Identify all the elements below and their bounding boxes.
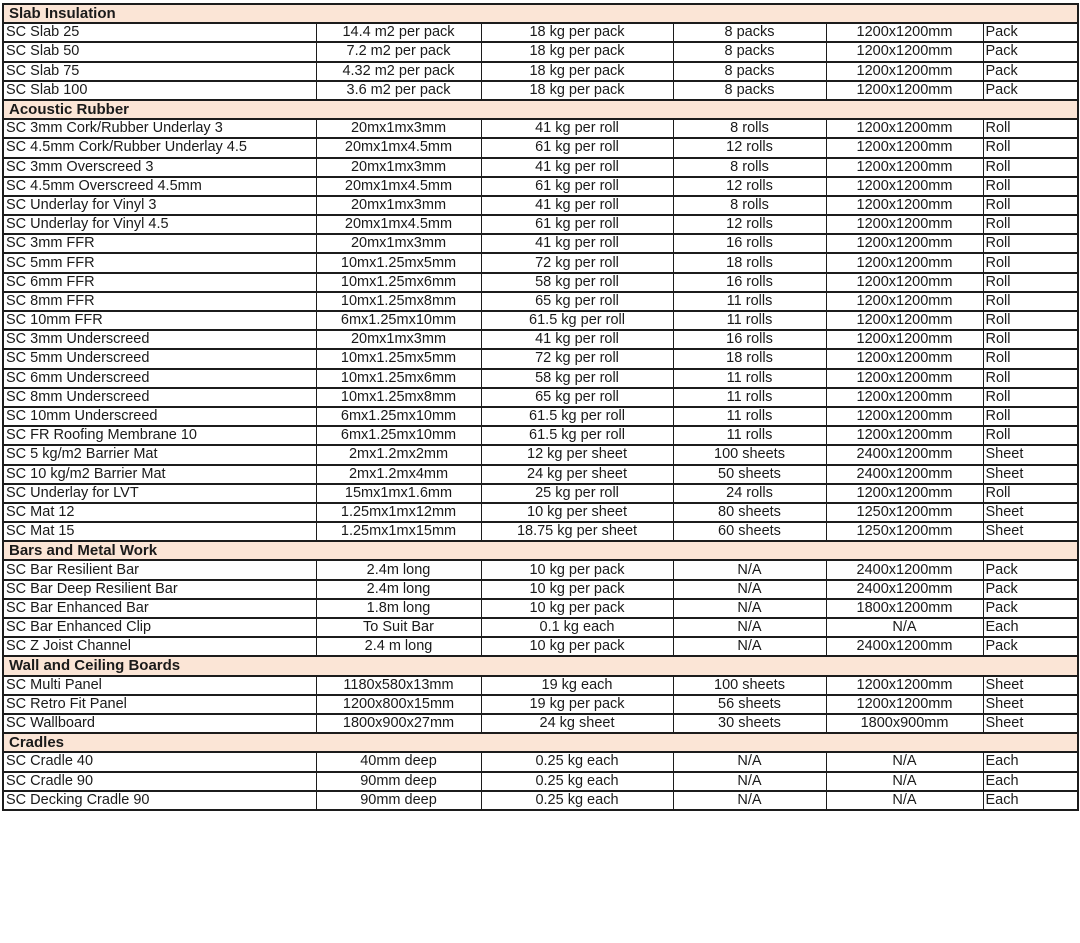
cell-pallet-size: 1200x1200mm (826, 158, 983, 177)
section-title: Cradles (3, 733, 1078, 752)
cell-unit: Roll (983, 215, 1078, 234)
cell-unit: Each (983, 752, 1078, 771)
cell-size: 4.32 m2 per pack (316, 62, 481, 81)
table-row (3, 369, 1078, 388)
cell-weight: 18 kg per pack (481, 42, 673, 61)
section-header-row (3, 656, 1078, 675)
cell-weight: 24 kg sheet (481, 714, 673, 733)
cell-unit: Roll (983, 158, 1078, 177)
document-page (2, 3, 1079, 811)
table-row (3, 119, 1078, 138)
cell-product-name: SC Bar Enhanced Clip (3, 618, 316, 637)
cell-size: 20mx1mx4.5mm (316, 215, 481, 234)
cell-weight: 41 kg per roll (481, 196, 673, 215)
cell-size: 6mx1.25mx10mm (316, 311, 481, 330)
cell-pallet-size: 1200x1200mm (826, 253, 983, 272)
cell-weight: 65 kg per roll (481, 292, 673, 311)
table-row (3, 580, 1078, 599)
cell-quantity: 12 rolls (673, 177, 826, 196)
cell-unit: Each (983, 618, 1078, 637)
cell-product-name: SC 3mm Cork/Rubber Underlay 3 (3, 119, 316, 138)
cell-pallet-size: 1200x1200mm (826, 196, 983, 215)
cell-weight: 41 kg per roll (481, 234, 673, 253)
table-row (3, 349, 1078, 368)
cell-weight: 10 kg per pack (481, 599, 673, 618)
table-row (3, 388, 1078, 407)
cell-size: 10mx1.25mx5mm (316, 349, 481, 368)
cell-weight: 41 kg per roll (481, 330, 673, 349)
cell-weight: 10 kg per sheet (481, 503, 673, 522)
cell-unit: Each (983, 772, 1078, 791)
cell-pallet-size: 1200x1200mm (826, 695, 983, 714)
cell-pallet-size: 1200x1200mm (826, 426, 983, 445)
cell-size: 20mx1mx3mm (316, 330, 481, 349)
cell-size: 2.4 m long (316, 637, 481, 656)
cell-size: 20mx1mx4.5mm (316, 138, 481, 157)
cell-weight: 58 kg per roll (481, 369, 673, 388)
cell-quantity: 8 packs (673, 23, 826, 42)
cell-product-name: SC 6mm FFR (3, 273, 316, 292)
cell-quantity: N/A (673, 580, 826, 599)
cell-weight: 19 kg per pack (481, 695, 673, 714)
cell-size: 20mx1mx3mm (316, 196, 481, 215)
cell-weight: 65 kg per roll (481, 388, 673, 407)
cell-quantity: 11 rolls (673, 388, 826, 407)
cell-size: To Suit Bar (316, 618, 481, 637)
cell-quantity: 11 rolls (673, 292, 826, 311)
cell-size: 1800x900x27mm (316, 714, 481, 733)
cell-quantity: 11 rolls (673, 369, 826, 388)
cell-size: 3.6 m2 per pack (316, 81, 481, 100)
table-row (3, 714, 1078, 733)
cell-product-name: SC 3mm Overscreed 3 (3, 158, 316, 177)
cell-quantity: 8 rolls (673, 196, 826, 215)
table-row (3, 522, 1078, 541)
cell-unit: Sheet (983, 445, 1078, 464)
cell-quantity: N/A (673, 618, 826, 637)
cell-unit: Roll (983, 349, 1078, 368)
cell-product-name: SC Slab 100 (3, 81, 316, 100)
cell-product-name: SC 10 kg/m2 Barrier Mat (3, 465, 316, 484)
cell-product-name: SC 5 kg/m2 Barrier Mat (3, 445, 316, 464)
table-row (3, 599, 1078, 618)
cell-pallet-size: 1200x1200mm (826, 292, 983, 311)
cell-product-name: SC Cradle 90 (3, 772, 316, 791)
cell-pallet-size: 1200x1200mm (826, 484, 983, 503)
cell-quantity: N/A (673, 752, 826, 771)
table-row (3, 23, 1078, 42)
spec-table-body (3, 4, 1078, 810)
table-row (3, 560, 1078, 579)
cell-unit: Roll (983, 388, 1078, 407)
cell-size: 2.4m long (316, 560, 481, 579)
cell-unit: Sheet (983, 695, 1078, 714)
cell-unit: Roll (983, 119, 1078, 138)
cell-pallet-size: 2400x1200mm (826, 637, 983, 656)
cell-product-name: SC 3mm Underscreed (3, 330, 316, 349)
cell-weight: 72 kg per roll (481, 253, 673, 272)
cell-weight: 61.5 kg per roll (481, 311, 673, 330)
cell-quantity: 56 sheets (673, 695, 826, 714)
cell-pallet-size: 1200x1200mm (826, 369, 983, 388)
cell-size: 10mx1.25mx5mm (316, 253, 481, 272)
cell-weight: 41 kg per roll (481, 158, 673, 177)
cell-weight: 61 kg per roll (481, 138, 673, 157)
table-row (3, 465, 1078, 484)
cell-size: 90mm deep (316, 772, 481, 791)
cell-pallet-size: N/A (826, 618, 983, 637)
cell-weight: 10 kg per pack (481, 637, 673, 656)
cell-unit: Roll (983, 234, 1078, 253)
cell-pallet-size: 1200x1200mm (826, 330, 983, 349)
table-row (3, 138, 1078, 157)
cell-product-name: SC 6mm Underscreed (3, 369, 316, 388)
cell-product-name: SC 4.5mm Cork/Rubber Underlay 4.5 (3, 138, 316, 157)
cell-pallet-size: 2400x1200mm (826, 445, 983, 464)
cell-product-name: SC 4.5mm Overscreed 4.5mm (3, 177, 316, 196)
cell-product-name: SC Underlay for Vinyl 3 (3, 196, 316, 215)
cell-quantity: 12 rolls (673, 215, 826, 234)
cell-weight: 19 kg each (481, 676, 673, 695)
cell-unit: Pack (983, 62, 1078, 81)
cell-pallet-size: 1800x1200mm (826, 599, 983, 618)
cell-unit: Roll (983, 330, 1078, 349)
cell-weight: 18 kg per pack (481, 23, 673, 42)
cell-product-name: SC Multi Panel (3, 676, 316, 695)
cell-quantity: 18 rolls (673, 253, 826, 272)
cell-product-name: SC Bar Resilient Bar (3, 560, 316, 579)
cell-size: 90mm deep (316, 791, 481, 810)
table-row (3, 253, 1078, 272)
section-header-row (3, 541, 1078, 560)
cell-weight: 0.25 kg each (481, 791, 673, 810)
cell-quantity: 18 rolls (673, 349, 826, 368)
cell-weight: 25 kg per roll (481, 484, 673, 503)
cell-size: 14.4 m2 per pack (316, 23, 481, 42)
cell-quantity: 24 rolls (673, 484, 826, 503)
cell-size: 6mx1.25mx10mm (316, 426, 481, 445)
cell-quantity: 30 sheets (673, 714, 826, 733)
cell-weight: 61.5 kg per roll (481, 426, 673, 445)
cell-product-name: SC Bar Enhanced Bar (3, 599, 316, 618)
cell-size: 1.25mx1mx15mm (316, 522, 481, 541)
table-row (3, 484, 1078, 503)
cell-pallet-size: 1200x1200mm (826, 215, 983, 234)
cell-weight: 18.75 kg per sheet (481, 522, 673, 541)
section-header-row (3, 4, 1078, 23)
table-row (3, 407, 1078, 426)
table-row (3, 311, 1078, 330)
table-row (3, 42, 1078, 61)
section-header-row (3, 733, 1078, 752)
cell-quantity: 12 rolls (673, 138, 826, 157)
cell-pallet-size: 1200x1200mm (826, 311, 983, 330)
table-row (3, 676, 1078, 695)
cell-quantity: N/A (673, 560, 826, 579)
cell-pallet-size: N/A (826, 752, 983, 771)
cell-unit: Pack (983, 81, 1078, 100)
cell-quantity: 11 rolls (673, 407, 826, 426)
cell-unit: Sheet (983, 714, 1078, 733)
cell-unit: Roll (983, 273, 1078, 292)
section-title: Slab Insulation (3, 4, 1078, 23)
cell-unit: Each (983, 791, 1078, 810)
cell-product-name: SC 5mm FFR (3, 253, 316, 272)
table-row (3, 637, 1078, 656)
cell-pallet-size: 1200x1200mm (826, 42, 983, 61)
cell-size: 1.8m long (316, 599, 481, 618)
section-header-row (3, 100, 1078, 119)
table-row (3, 503, 1078, 522)
table-row (3, 426, 1078, 445)
cell-weight: 41 kg per roll (481, 119, 673, 138)
cell-quantity: 16 rolls (673, 330, 826, 349)
cell-size: 1200x800x15mm (316, 695, 481, 714)
cell-size: 2.4m long (316, 580, 481, 599)
cell-unit: Pack (983, 637, 1078, 656)
cell-size: 20mx1mx3mm (316, 158, 481, 177)
cell-size: 10mx1.25mx6mm (316, 369, 481, 388)
cell-pallet-size: 1200x1200mm (826, 676, 983, 695)
cell-quantity: 100 sheets (673, 676, 826, 695)
cell-pallet-size: 1200x1200mm (826, 388, 983, 407)
cell-weight: 10 kg per pack (481, 560, 673, 579)
cell-product-name: SC Wallboard (3, 714, 316, 733)
cell-weight: 58 kg per roll (481, 273, 673, 292)
cell-unit: Sheet (983, 465, 1078, 484)
cell-weight: 18 kg per pack (481, 62, 673, 81)
table-row (3, 445, 1078, 464)
cell-unit: Roll (983, 138, 1078, 157)
cell-size: 2mx1.2mx4mm (316, 465, 481, 484)
cell-weight: 18 kg per pack (481, 81, 673, 100)
cell-quantity: 60 sheets (673, 522, 826, 541)
cell-unit: Sheet (983, 522, 1078, 541)
section-title: Wall and Ceiling Boards (3, 656, 1078, 675)
cell-product-name: SC 8mm Underscreed (3, 388, 316, 407)
section-title: Acoustic Rubber (3, 100, 1078, 119)
cell-pallet-size: 1200x1200mm (826, 119, 983, 138)
cell-weight: 0.25 kg each (481, 772, 673, 791)
cell-product-name: SC FR Roofing Membrane 10 (3, 426, 316, 445)
cell-unit: Roll (983, 311, 1078, 330)
table-row (3, 62, 1078, 81)
cell-product-name: SC 5mm Underscreed (3, 349, 316, 368)
table-row (3, 791, 1078, 810)
cell-size: 20mx1mx3mm (316, 119, 481, 138)
cell-product-name: SC 10mm FFR (3, 311, 316, 330)
cell-size: 7.2 m2 per pack (316, 42, 481, 61)
cell-pallet-size: 1200x1200mm (826, 273, 983, 292)
cell-product-name: SC Mat 15 (3, 522, 316, 541)
cell-pallet-size: N/A (826, 772, 983, 791)
cell-unit: Sheet (983, 503, 1078, 522)
cell-pallet-size: 1200x1200mm (826, 23, 983, 42)
cell-product-name: SC 3mm FFR (3, 234, 316, 253)
cell-product-name: SC Bar Deep Resilient Bar (3, 580, 316, 599)
table-row (3, 292, 1078, 311)
table-row (3, 215, 1078, 234)
cell-size: 10mx1.25mx8mm (316, 388, 481, 407)
cell-pallet-size: 2400x1200mm (826, 465, 983, 484)
table-row (3, 695, 1078, 714)
table-row (3, 196, 1078, 215)
cell-weight: 10 kg per pack (481, 580, 673, 599)
cell-product-name: SC Decking Cradle 90 (3, 791, 316, 810)
cell-pallet-size: 2400x1200mm (826, 560, 983, 579)
cell-unit: Pack (983, 23, 1078, 42)
cell-product-name: SC Mat 12 (3, 503, 316, 522)
cell-product-name: SC Retro Fit Panel (3, 695, 316, 714)
cell-unit: Roll (983, 484, 1078, 503)
cell-quantity: 50 sheets (673, 465, 826, 484)
cell-product-name: SC Underlay for LVT (3, 484, 316, 503)
cell-pallet-size: 1200x1200mm (826, 349, 983, 368)
cell-quantity: 11 rolls (673, 426, 826, 445)
cell-size: 20mx1mx3mm (316, 234, 481, 253)
cell-unit: Pack (983, 599, 1078, 618)
cell-unit: Roll (983, 292, 1078, 311)
cell-weight: 0.25 kg each (481, 752, 673, 771)
cell-pallet-size: 1200x1200mm (826, 62, 983, 81)
cell-quantity: N/A (673, 791, 826, 810)
product-spec-table (2, 3, 1079, 811)
cell-size: 6mx1.25mx10mm (316, 407, 481, 426)
cell-quantity: 8 packs (673, 81, 826, 100)
table-row (3, 772, 1078, 791)
cell-unit: Sheet (983, 676, 1078, 695)
cell-unit: Roll (983, 196, 1078, 215)
cell-quantity: 8 rolls (673, 158, 826, 177)
cell-unit: Roll (983, 253, 1078, 272)
cell-unit: Roll (983, 426, 1078, 445)
cell-quantity: 11 rolls (673, 311, 826, 330)
cell-unit: Roll (983, 369, 1078, 388)
cell-size: 1.25mx1mx12mm (316, 503, 481, 522)
cell-product-name: SC Z Joist Channel (3, 637, 316, 656)
cell-quantity: N/A (673, 599, 826, 618)
cell-weight: 12 kg per sheet (481, 445, 673, 464)
cell-pallet-size: 1200x1200mm (826, 81, 983, 100)
cell-quantity: 80 sheets (673, 503, 826, 522)
cell-unit: Pack (983, 580, 1078, 599)
table-row (3, 273, 1078, 292)
cell-unit: Roll (983, 407, 1078, 426)
cell-unit: Pack (983, 560, 1078, 579)
cell-quantity: 8 packs (673, 62, 826, 81)
cell-product-name: SC Slab 75 (3, 62, 316, 81)
cell-quantity: 8 packs (673, 42, 826, 61)
table-row (3, 158, 1078, 177)
cell-product-name: SC 10mm Underscreed (3, 407, 316, 426)
cell-size: 1180x580x13mm (316, 676, 481, 695)
cell-product-name: SC Cradle 40 (3, 752, 316, 771)
cell-product-name: SC Slab 50 (3, 42, 316, 61)
cell-size: 10mx1.25mx6mm (316, 273, 481, 292)
cell-weight: 24 kg per sheet (481, 465, 673, 484)
cell-product-name: SC Underlay for Vinyl 4.5 (3, 215, 316, 234)
table-row (3, 177, 1078, 196)
cell-product-name: SC Slab 25 (3, 23, 316, 42)
cell-weight: 0.1 kg each (481, 618, 673, 637)
table-row (3, 752, 1078, 771)
cell-quantity: 100 sheets (673, 445, 826, 464)
cell-pallet-size: 1250x1200mm (826, 503, 983, 522)
cell-quantity: N/A (673, 772, 826, 791)
cell-quantity: N/A (673, 637, 826, 656)
section-title: Bars and Metal Work (3, 541, 1078, 560)
table-row (3, 330, 1078, 349)
cell-weight: 61 kg per roll (481, 215, 673, 234)
cell-pallet-size: 2400x1200mm (826, 580, 983, 599)
cell-pallet-size: N/A (826, 791, 983, 810)
cell-quantity: 16 rolls (673, 234, 826, 253)
cell-pallet-size: 1250x1200mm (826, 522, 983, 541)
cell-size: 10mx1.25mx8mm (316, 292, 481, 311)
cell-pallet-size: 1200x1200mm (826, 138, 983, 157)
cell-size: 40mm deep (316, 752, 481, 771)
cell-pallet-size: 1200x1200mm (826, 407, 983, 426)
cell-size: 15mx1mx1.6mm (316, 484, 481, 503)
table-row (3, 618, 1078, 637)
cell-size: 2mx1.2mx2mm (316, 445, 481, 464)
table-row (3, 234, 1078, 253)
cell-pallet-size: 1200x1200mm (826, 177, 983, 196)
cell-product-name: SC 8mm FFR (3, 292, 316, 311)
cell-unit: Pack (983, 42, 1078, 61)
cell-pallet-size: 1200x1200mm (826, 234, 983, 253)
cell-weight: 72 kg per roll (481, 349, 673, 368)
cell-weight: 61 kg per roll (481, 177, 673, 196)
table-row (3, 81, 1078, 100)
cell-quantity: 8 rolls (673, 119, 826, 138)
cell-weight: 61.5 kg per roll (481, 407, 673, 426)
cell-pallet-size: 1800x900mm (826, 714, 983, 733)
cell-size: 20mx1mx4.5mm (316, 177, 481, 196)
cell-unit: Roll (983, 177, 1078, 196)
cell-quantity: 16 rolls (673, 273, 826, 292)
